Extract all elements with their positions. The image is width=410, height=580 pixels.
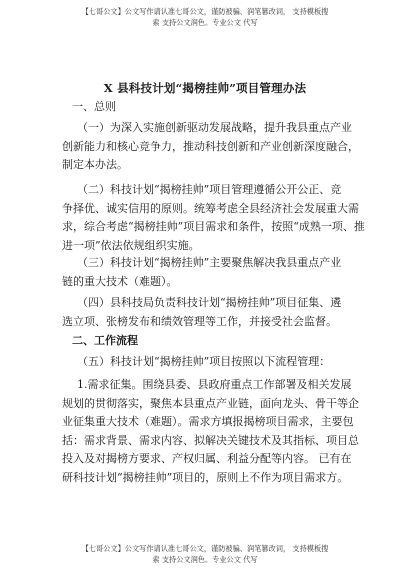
paragraph-1-line-3: 制定本办法。	[62, 158, 128, 171]
bottom-banner	[0, 543, 410, 565]
section-heading-workflow: 二、工作流程	[72, 334, 138, 347]
document-title: X 县科技计划“揭榜挂帅”项目管理办法	[103, 81, 307, 95]
paragraph-4-line-2: 选立项、张榜发布和绩效管理等工作，并接受社会监督。	[62, 314, 337, 328]
top-banner-line-2: 索 支持公文润色。专业公文 代写	[152, 18, 258, 27]
paragraph-5-line-1: （五）科技计划“揭榜挂帅”项目按照以下流程管理：	[77, 355, 331, 368]
paragraph-6-line-6: 研科技计划“揭榜挂帅”项目的，原则上不作为项目需求方。	[62, 470, 349, 484]
paragraph-5	[62, 353, 364, 372]
paragraph-2-line-2: 争择优、诚实信用的原则。统筹考虑全县经济社会发展重大需	[62, 201, 359, 215]
paragraph-6-line-4: 括：需求背景、需求内容、拟解决关键技术及其指标、项目总	[62, 433, 359, 447]
paragraph-2-line-3: 求，综合考虑“揭榜挂帅”项目需求和条件，按照“成熟一项、推	[62, 220, 365, 233]
paragraph-2	[62, 181, 364, 255]
paragraph-6-line-1: 1.需求征集。围绕县委、县政府重点工作部署及相关发展	[77, 378, 352, 391]
paragraph-6	[62, 376, 364, 487]
paragraph-6-line-2: 规划的贯彻落实，聚焦本县重点产业链，面向龙头、骨干等企	[62, 396, 359, 410]
paragraph-4	[62, 294, 364, 331]
paragraph-6-line-3: 业征集重大技术（难题）。需求方填报揭榜项目需求，主要包	[62, 415, 354, 428]
paragraph-3-line-1: （三）科技计划“揭榜挂帅”主要聚焦解决我县重点产业	[77, 256, 342, 269]
paragraph-1-line-1: （一）为深入实施创新驱动发展战略，提升我县重点产业	[77, 121, 352, 134]
paragraph-3	[62, 254, 364, 291]
paragraph-2-line-4: 进一项”依法依规组织实施。	[62, 238, 200, 252]
paragraph-4-line-1: （四）县科技局负责科技计划“揭榜挂帅”项目征集、遴	[77, 296, 342, 309]
paragraph-6-line-5: 投入及对揭榜方要求、产权归属、利益分配等内容。 已有在	[62, 452, 352, 465]
paragraph-3-line-2: 链的重大技术（难题）。	[62, 274, 178, 288]
section-heading-general: 一、总则	[72, 100, 116, 113]
top-banner-line-1: 【七哥公文】公文写作请认准七哥公文，谨防被骗、润笔篡改词， 支持模板搜	[81, 7, 329, 16]
paragraph-1	[62, 119, 364, 175]
bottom-banner-line-2: 索 支持公文润色。专业公文 代写	[152, 555, 258, 564]
top-banner	[0, 6, 410, 28]
bottom-banner-line-1: 【七哥公文】公文写作请认准七哥公文，谨防被骗、润笔篡改词， 支持模板搜	[81, 544, 329, 553]
paragraph-1-line-2: 创新能力和核心竞争力，推动科技创新和产业创新深度融合，	[62, 139, 359, 153]
paragraph-2-line-1: （二）科技计划“揭榜挂帅”项目管理遵循公开公正、竞	[77, 183, 342, 196]
